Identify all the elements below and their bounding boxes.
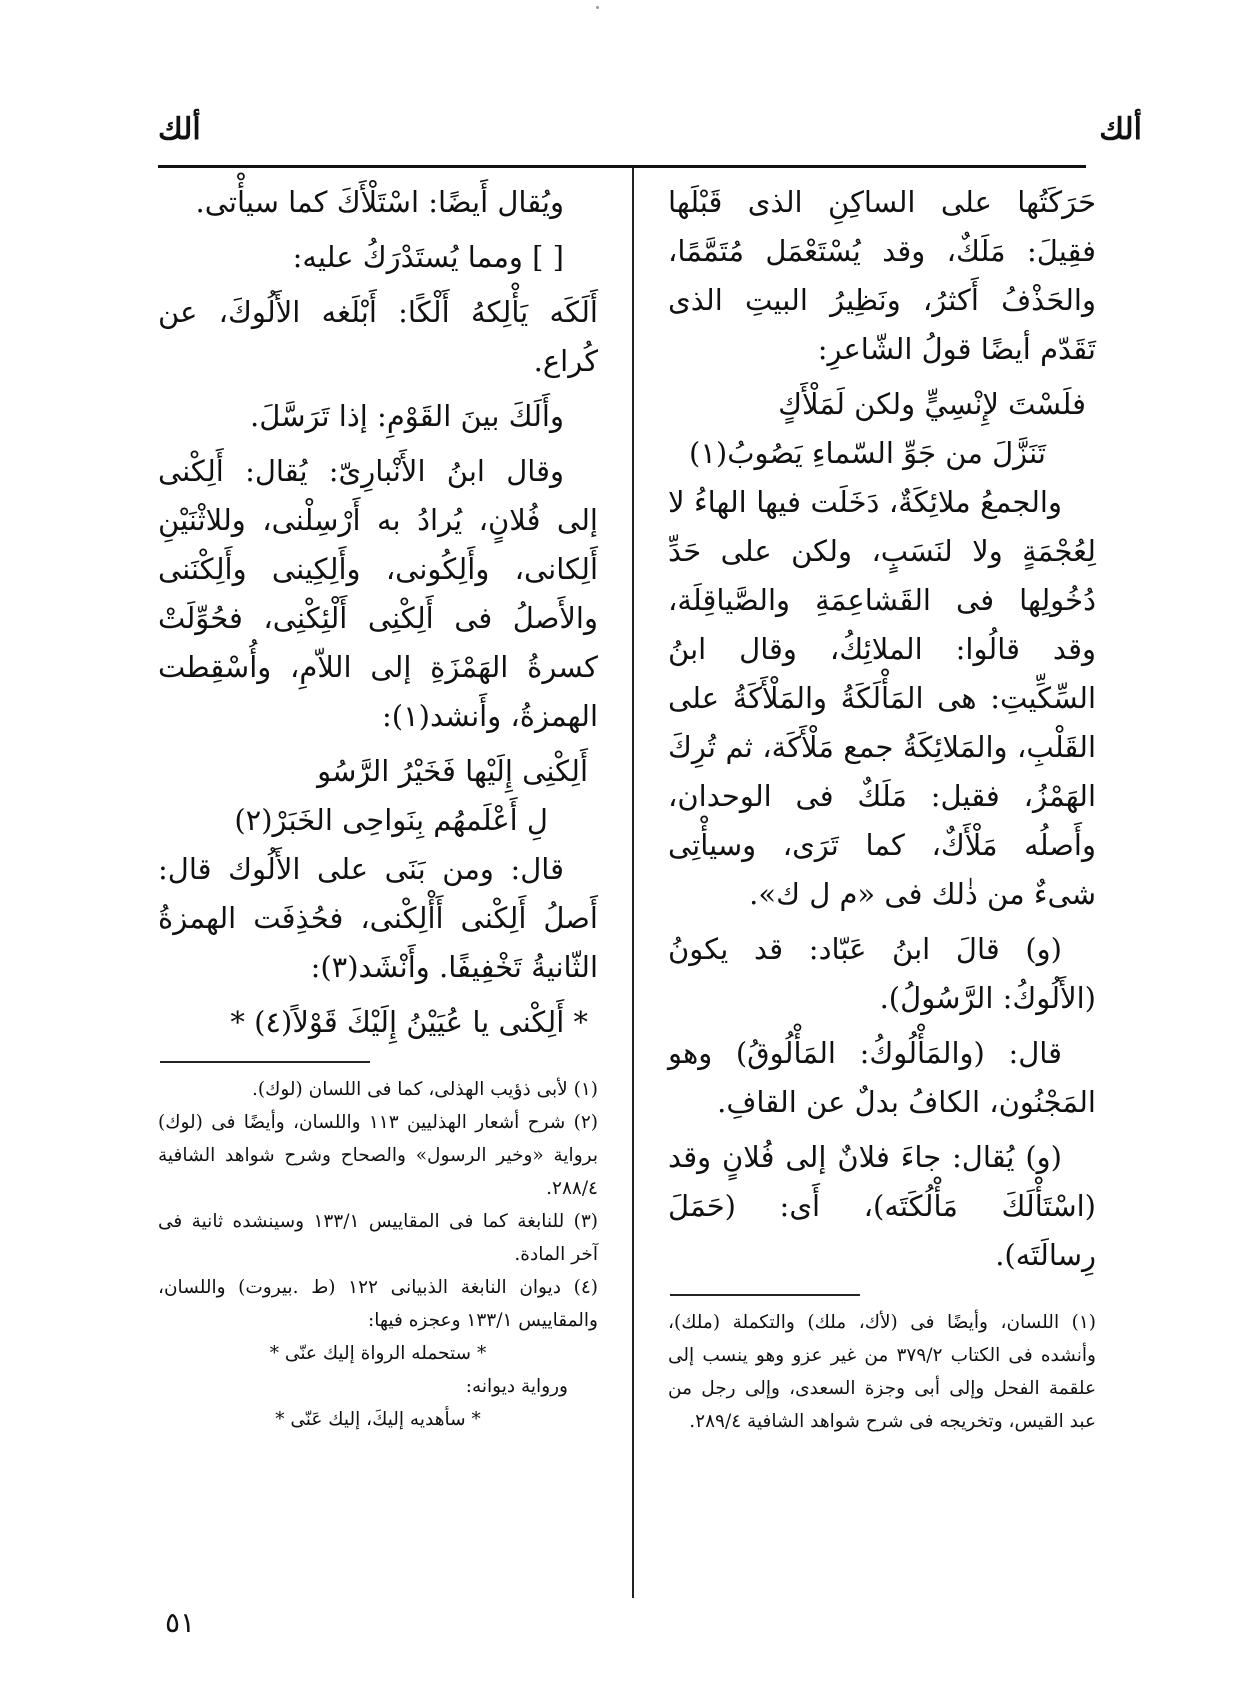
- paragraph: وأَلَكَ بينَ القَوْمِ: إذا تَرَسَّلَ.: [250, 399, 564, 433]
- footnote: (١) لأبى ذؤيب الهذلى، كما فى اللسان (لوك).: [252, 1079, 598, 1100]
- verse-line: فلَسْتَ لإِنْسِيٍّ ولكن لَمَلْأَكٍ: [778, 387, 1086, 421]
- paragraph: والجمعُ ملائِكَةٌ، دَخَلَت فيها الهاءُ لا لِعُجْمَةٍ ولا لنَسَبٍ، ولكن على حَدِّ دُخُولِها فى القَشاعِمَةِ والصَّياقِلَة، وقد قالُوا: الملائِكُ، وقال ابنُ السِّكِّيتِ: هى المَأْلَكَةُ والمَلْأَكَةُ على القَلْبِ، والمَلائِكَةُ جمع مَلْأَكَة، ثم تُرِكَ الهَمْزُ، فقيل: مَلَكٌ فى الوحدان، وأَصلُه مَلْأَكٌ، كما تَرَى، وسيأْتِى شىءٌ من ذٰلك فى «م ل ك».: [668, 485, 1096, 911]
- paragraph: [ ] ومما يُستَدْرَكُ عليه:: [292, 240, 564, 274]
- scan-speck: [596, 6, 599, 9]
- running-header-right: ألك: [1099, 112, 1142, 147]
- paragraph: ويُقال أَيضًا: اسْتَلْأَكَ كما سيأْتى.: [195, 185, 564, 219]
- paragraph: (و) يُقال: جاءَ فلانٌ إلى فُلانٍ وقد (اسْتَأْلَكَ مَأْلُكَتَه)، أَى: (حَمَلَ رِسالَتَه).: [668, 1140, 1096, 1272]
- verse-line: لِ أَعْلَمهُم بِنَواحِى الخَبَرْ(٢): [234, 803, 548, 837]
- verse-line: تَنَزَّلَ من جَوِّ السّماءِ يَصُوبُ(١): [688, 436, 1046, 470]
- footnote-verse: * ستحمله الرواة إليك عنّى *: [269, 1343, 487, 1364]
- paragraph: قال: ومن بَنَى على الأَلُوك قال: أَصلُ أَلِكْنى أَأْلِكْنى، فحُذِفَت الهمزةُ الثّانيةُ تَخْفِيفًا. وأَنْشَد(٣):: [158, 852, 598, 984]
- header-rule: [158, 165, 1086, 168]
- running-header-left: ألك: [158, 112, 201, 147]
- verse-line: * أَلِكْنى يا عُيَيْنُ إِلَيْكَ قَوْلاً(٤) *: [230, 1005, 588, 1039]
- right-column: [668, 178, 1096, 1438]
- verse-line: أَلِكْنِى إِلَيْها فَخَيْرُ الرَّسُو: [317, 754, 588, 788]
- footnote: ورواية ديوانه:: [465, 1376, 568, 1397]
- paragraph: (و) قالَ ابنُ عَبّاد: قد يكونُ (الأَلُوكُ: الرَّسُولُ).: [668, 932, 1096, 1015]
- left-column: [158, 178, 598, 1436]
- column-divider: [632, 168, 634, 1598]
- paragraph: وقال ابنُ الأَنْبارِىّ: يُقال: أَلِكْنى إلى فُلانٍ، يُرادُ به أَرْسِلْنى، وللاثْنَيْنِ أَلِكانى، وأَلِكُونى، وأَلِكِينى وأَلِكْنَنى والأَصلُ فى أَلِكْنِى أَلْئِكْنِى، فحُوِّلَتْ كسرةُ الهَمْزَةِ إلى اللاّمِ، وأُسْقِطت الهمزةُ، وأَنشد(١):: [158, 454, 598, 733]
- footnote-rule: [160, 1061, 370, 1063]
- paragraph: حَرَكَتُها على الساكِنِ الذى قَبْلَها فقِيلَ: مَلَكٌ، وقد يُسْتَعْمَل مُتَمَّمًا، والحَذْفُ أَكثرُ، ونَظِيرُ البيتِ الذى تَقَدّم أيضًا قولُ الشّاعرِ:: [668, 185, 1096, 366]
- footnote: (٤) ديوان النابغة الذبيانى ١٢٢ (ط .بيروت) واللسان، والمقاييس ١٣٣/١ وعجزه فيها:: [158, 1277, 598, 1331]
- footnote: (٢) شرح أشعار الهذليين ١١٣ واللسان، وأيضًا فى (لوك) برواية «وخير الرسول» والصحاح وشرح شواهد الشافية ٢٨٨/٤.: [158, 1112, 598, 1199]
- paragraph: قال: (والمَأْلُوكُ: المَأْلُوقُ) وهو المَجْنُون، الكافُ بدلٌ عن القافِ.: [668, 1036, 1096, 1119]
- footnote: (١) اللسان، وأيضًا فى (لأك، ملك) والتكملة (ملك)، وأنشده فى الكتاب ٣٧٩/٢ من غير عزو وهو ينسب إلى علقمة الفحل وإلى أبى وجزة السعدى، وإلى رجل من عبد القيس، وتخريجه فى شرح شواهد الشافية ٢٨٩/٤.: [668, 1312, 1096, 1432]
- footnote-verse: * سأهديه إليكَ، إليك عَنّى *: [275, 1409, 481, 1430]
- page-number: ٥١: [165, 1606, 196, 1639]
- footnote-rule: [670, 1294, 860, 1296]
- paragraph: أَلَكَه يَأْلِكهُ أَلْكًا: أَبْلَغه الأَلُوكَ، عن كُراع.: [158, 295, 598, 378]
- footnote: (٣) للنابغة كما فى المقاييس ١٣٣/١ وسينشده ثانية فى آخر المادة.: [158, 1211, 598, 1265]
